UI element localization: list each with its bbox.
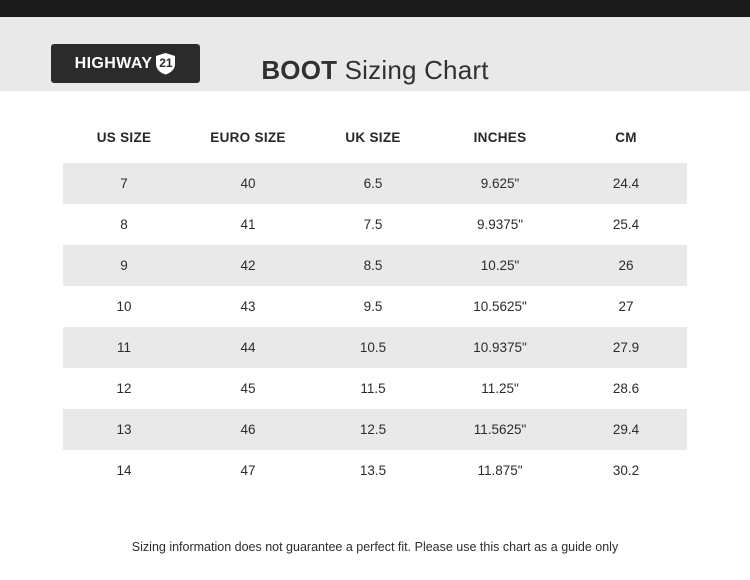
column-header-us-size: US SIZE (96, 130, 152, 145)
page-title-strong: BOOT (261, 55, 338, 85)
table-row (63, 286, 687, 327)
cell-cm: 25.4 (612, 217, 640, 232)
cell-euro-size: 43 (240, 299, 256, 314)
cell-euro-size: 42 (240, 258, 256, 273)
cell-cm: 29.4 (612, 422, 640, 437)
table-row (63, 204, 687, 245)
cell-uk-size: 10.5 (359, 340, 387, 355)
table-row (63, 327, 687, 368)
cell-euro-size: 47 (240, 463, 256, 478)
cell-uk-size: 8.5 (363, 258, 383, 273)
cell-inches: 9.625" (480, 176, 520, 191)
size-table (63, 130, 687, 491)
cell-euro-size: 44 (240, 340, 256, 355)
cell-euro-size: 40 (240, 176, 256, 191)
table-body (63, 163, 687, 491)
table-row (63, 450, 687, 491)
cell-cm: 30.2 (612, 463, 640, 478)
cell-uk-size: 6.5 (363, 176, 383, 191)
table-header-row (63, 130, 687, 163)
page-title (0, 55, 750, 86)
cell-us-size: 8 (120, 217, 128, 232)
top-black-bar (0, 0, 750, 17)
table-row (63, 368, 687, 409)
cell-inches: 11.25" (481, 381, 519, 396)
cell-euro-size: 41 (240, 217, 256, 232)
cell-inches: 11.875" (477, 463, 523, 478)
cell-uk-size: 12.5 (359, 422, 387, 437)
cell-uk-size: 13.5 (359, 463, 387, 478)
cell-uk-size: 7.5 (363, 217, 383, 232)
column-header-cm: CM (615, 130, 637, 145)
cell-inches: 9.9375" (476, 217, 524, 232)
footnote-text: Sizing information does not guarantee a perfect fit. Please use this chart as a guide only (131, 540, 619, 554)
cell-us-size: 10 (116, 299, 132, 314)
cell-cm: 24.4 (612, 176, 640, 191)
page-title-light: Sizing Chart (337, 55, 489, 85)
cell-us-size: 14 (116, 463, 132, 478)
cell-euro-size: 45 (240, 381, 256, 396)
cell-inches: 11.5625" (473, 422, 527, 437)
cell-us-size: 13 (116, 422, 132, 437)
cell-inches: 10.25" (480, 258, 520, 273)
column-header-euro-size: EURO SIZE (210, 130, 286, 145)
cell-cm: 27.9 (612, 340, 640, 355)
column-header-inches: INCHES (473, 130, 527, 145)
cell-inches: 10.9375" (473, 340, 527, 355)
cell-us-size: 12 (116, 381, 132, 396)
cell-euro-size: 46 (240, 422, 256, 437)
cell-us-size: 7 (120, 176, 128, 191)
column-header-uk-size: UK SIZE (345, 130, 401, 145)
table-header (63, 130, 687, 163)
brand-logo-text: HIGHWAY (74, 54, 153, 72)
size-table-wrapper (0, 130, 750, 491)
table-row (63, 409, 687, 450)
cell-cm: 28.6 (612, 381, 640, 396)
cell-us-size: 11 (116, 340, 131, 355)
cell-uk-size: 11.5 (360, 381, 386, 396)
cell-inches: 10.5625" (473, 299, 527, 314)
shield-badge-label: 21 (159, 55, 173, 70)
cell-uk-size: 9.5 (363, 299, 383, 314)
header-band (0, 17, 750, 91)
cell-us-size: 9 (120, 258, 128, 273)
table-row (63, 245, 687, 286)
table-row (63, 163, 687, 204)
cell-cm: 26 (618, 258, 634, 273)
cell-cm: 27 (618, 299, 634, 314)
